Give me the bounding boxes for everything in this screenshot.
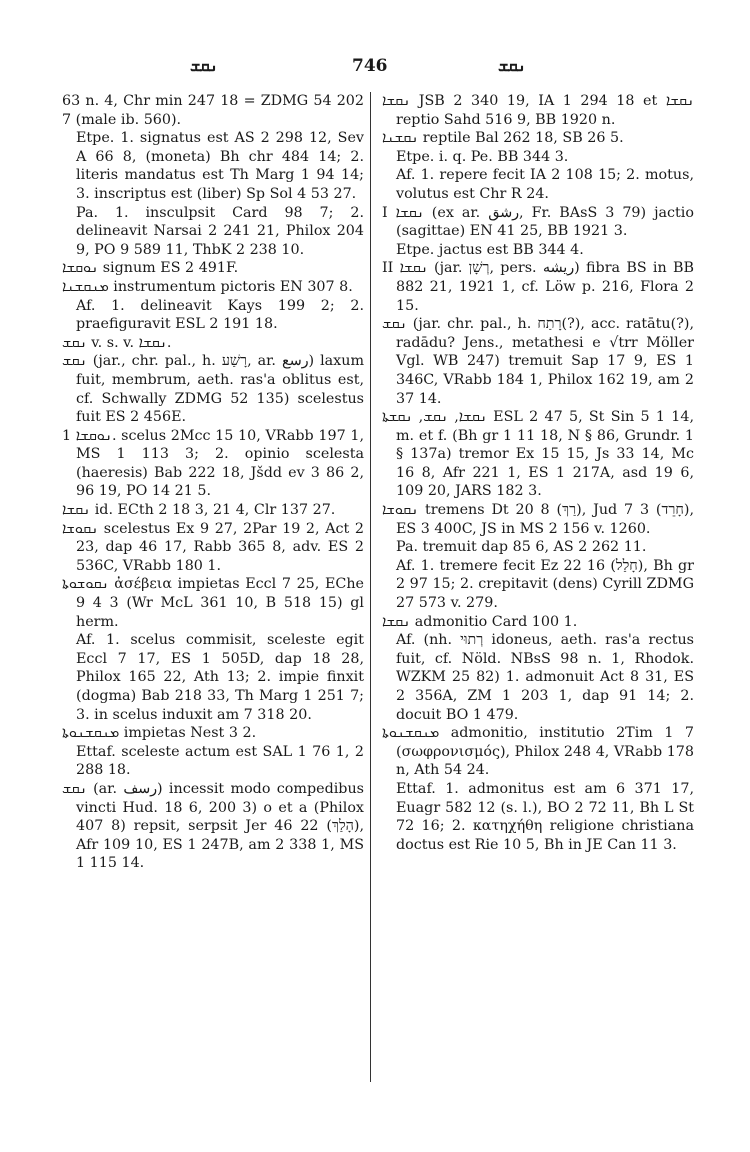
entry-paragraph: Af. 1. tremere fecit Ez 22 16 (חָלַל), Bh gr 2 97 15; 2. crepitavit (dens) Cyrill ZDMG 27 573 v. 279. [396,557,694,612]
page-number: 746 [352,56,388,76]
entry-paragraph: Af. 1. repere fecit IA 2 108 15; 2. motus, volutus est Chr R 24. [396,167,694,202]
entry-paragraph: Ettaf. sceleste actum est SAL 1 76 1, 2 288 18. [76,743,364,779]
entry-paragraph: Af. (nh. רְתוּי idoneus, aeth. ras'a rectus fuit, cf. Nöld. NBsS 98 n. 1, Rhodok. WZKM 25 82) 1. admonuit Act 8 31, ES 2 356A, ZM 1 203 1, dap 91 14; 2. docuit BO 1 479. [396,632,694,723]
entry-paragraph: ܢܩܫܐ id. ECth 2 18 3, 21 4, Clr 137 27. [62,502,336,519]
entry-paragraph: ܡܢܩܫܢܘܬܐ impietas Nest 3 2. [62,725,257,742]
entry-paragraph: Etpe. i. q. Pe. BB 344 3. [396,148,569,165]
entry-paragraph: Ettaf. 1. admonitus est am 6 371 17, Euagr 582 12 (s. l.), BO 2 72 11, Bh L St 72 16; 2. κατηχήθη religione christiana doctus est Rie 10 5, Bh in JE Can 11 3. [396,780,694,853]
entry-paragraph: ܢܩܫܢܐ reptile Bal 262 18, SB 26 5. [382,130,624,147]
entry-paragraph: Af. 1. delineavit Kays 199 2; 2. praefiguravit ESL 2 191 18. [76,297,364,333]
entry-paragraph: Etpe. jactus est BB 344 4. [396,241,584,258]
entry-paragraph: Etpe. 1. signatus est AS 2 298 12, Sev A 66 8, (moneta) Bh chr 484 14; 2. literis mandatus est Th Marg 1 94 14; 3. inscriptus est (liber) Sp Sol 4 53 27. [76,130,364,202]
entry-paragraph: ܢܘܩܫܐ signum ES 2 491F. [62,260,239,277]
entry-paragraph: II ܢܩܫܐ (jar. רְשָׁן, pers. ریشه) fibra BS in BB 882 21, 1921 1, cf. Löw p. 216, Flora 2 15. [382,260,694,314]
entry-paragraph: ܢܩܫ (ar. رسف) incessit modo compedibus vincti Hud. 18 6, 200 3) o et a (Philox 407 8) repsit, serpsit Jer 46 22 (הָלַךְ), Afr 109 10, ES 1 247B, am 2 338 1, MS 1 115 14. [62,780,364,872]
entry-paragraph: ܢܩܫ (jar. chr. pal., h. רָתַח(?), acc. ratātu(?), radādu? Jens., metathesi e √trr Möller Vgl. WB 247) tremuit Sap 17 9, ES 1 346C, VRabb 184 1, Philox 162 19, am 2 37 14. [382,316,694,407]
entry-paragraph: ܢܩܫ v. s. v. ܢܩܫܐ. [62,334,172,351]
header-left-catchword: ܢܩܫ [190,56,218,75]
right-column [382,92,694,854]
header-right-catchword: ܢܩܫ [498,56,526,75]
entry-paragraph: Pa. tremuit dap 85 6, AS 2 262 11. [396,539,647,556]
entry-paragraph: I ܢܩܫܐ (ex ar. رشق, Fr. BAsS 3 79) jactio (sagittae) EN 41 25, BB 1921 3. [382,204,694,240]
entry-paragraph: ܢܩܫܐ admonitio Card 100 1. [382,613,578,630]
entry-paragraph: ܢܩܫܐ JSB 2 340 19, IA 1 294 18 et ܢܩܫܐ reptio Sahd 516 9, BB 1920 n. [382,93,694,128]
column-divider [370,92,371,1082]
entry-paragraph: ܡܢܩܫܢܐ instrumentum pictoris EN 307 8. [62,278,353,295]
entry-paragraph: 63 n. 4, Chr min 247 18 = ZDMG 54 202 7 (male ib. 560). [62,93,364,128]
entry-paragraph: ܢܩܘܫܐ scelestus Ex 9 27, 2Par 19 2, Act 2 23, dap 46 17, Rabb 365 8, adv. ES 2 536C, VRabb 180 1. [62,520,364,574]
entry-paragraph: ܢܩܫ (jar., chr. pal., h. רָשַׁע, ar. رسع) laxum fuit, membrum, aeth. ras'a oblitus est, cf. Schwally ZDMG 52 135) scelestus fuit ES 2 456E. [62,353,365,426]
left-column [62,92,364,873]
entry-paragraph: Pa. 1. insculpsit Card 98 7; 2. delineavit Narsai 2 241 21, Philox 204 9, PO 9 589 11, ThbK 2 238 10. [76,204,364,258]
entry-paragraph: ܢܘܩܫܐ 1. scelus 2Mcc 15 10, VRabb 197 1, MS 1 113 3; 2. opinio scelesta (haeresis) Bab 222 18, Jšdd ev 3 86 2, 96 19, PO 14 21 5. [62,427,364,500]
entry-paragraph: ܢܩܘܫܘܬܐ ἀσέβεια impietas Eccl 7 25, EChe 9 4 3 (Wr McL 361 10, B 518 15) gl herm. [62,576,364,630]
entry-paragraph: ܢܩܫܐ, ܢܩܫ, ܢܩܫܬܐ ESL 2 47 5, St Sin 5 1 14, m. et f. (Bh gr 1 11 18, N § 86, Grundr. 1 § 137a) tremor Ex 15 15, Js 33 14, Mc 16 8, Afr 221 1, ES 1 217A, asd 19 6, 109 20, JARS 182 3. [382,409,694,500]
entry-paragraph: ܡܢܩܫܢܘܬܐ admonitio, institutio 2Tim 1 7 (σωφρονισμός), Philox 248 4, VRabb 178 n, Ath 54 24. [382,725,694,779]
entry-paragraph: ܢܩܘܫܐ tremens Dt 20 8 (רַךְ), Jud 7 3 (חָרֵד), ES 3 400C, JS in MS 2 156 v. 1260. [382,502,694,537]
entry-paragraph: Af. 1. scelus commisit, sceleste egit Eccl 7 17, ES 1 505D, dap 18 28, Philox 165 22, Ath 13; 2. impie finxit (dogma) Bab 218 33, Th Marg 1 251 7; 3. in scelus induxit am 7 318 20. [76,632,364,723]
